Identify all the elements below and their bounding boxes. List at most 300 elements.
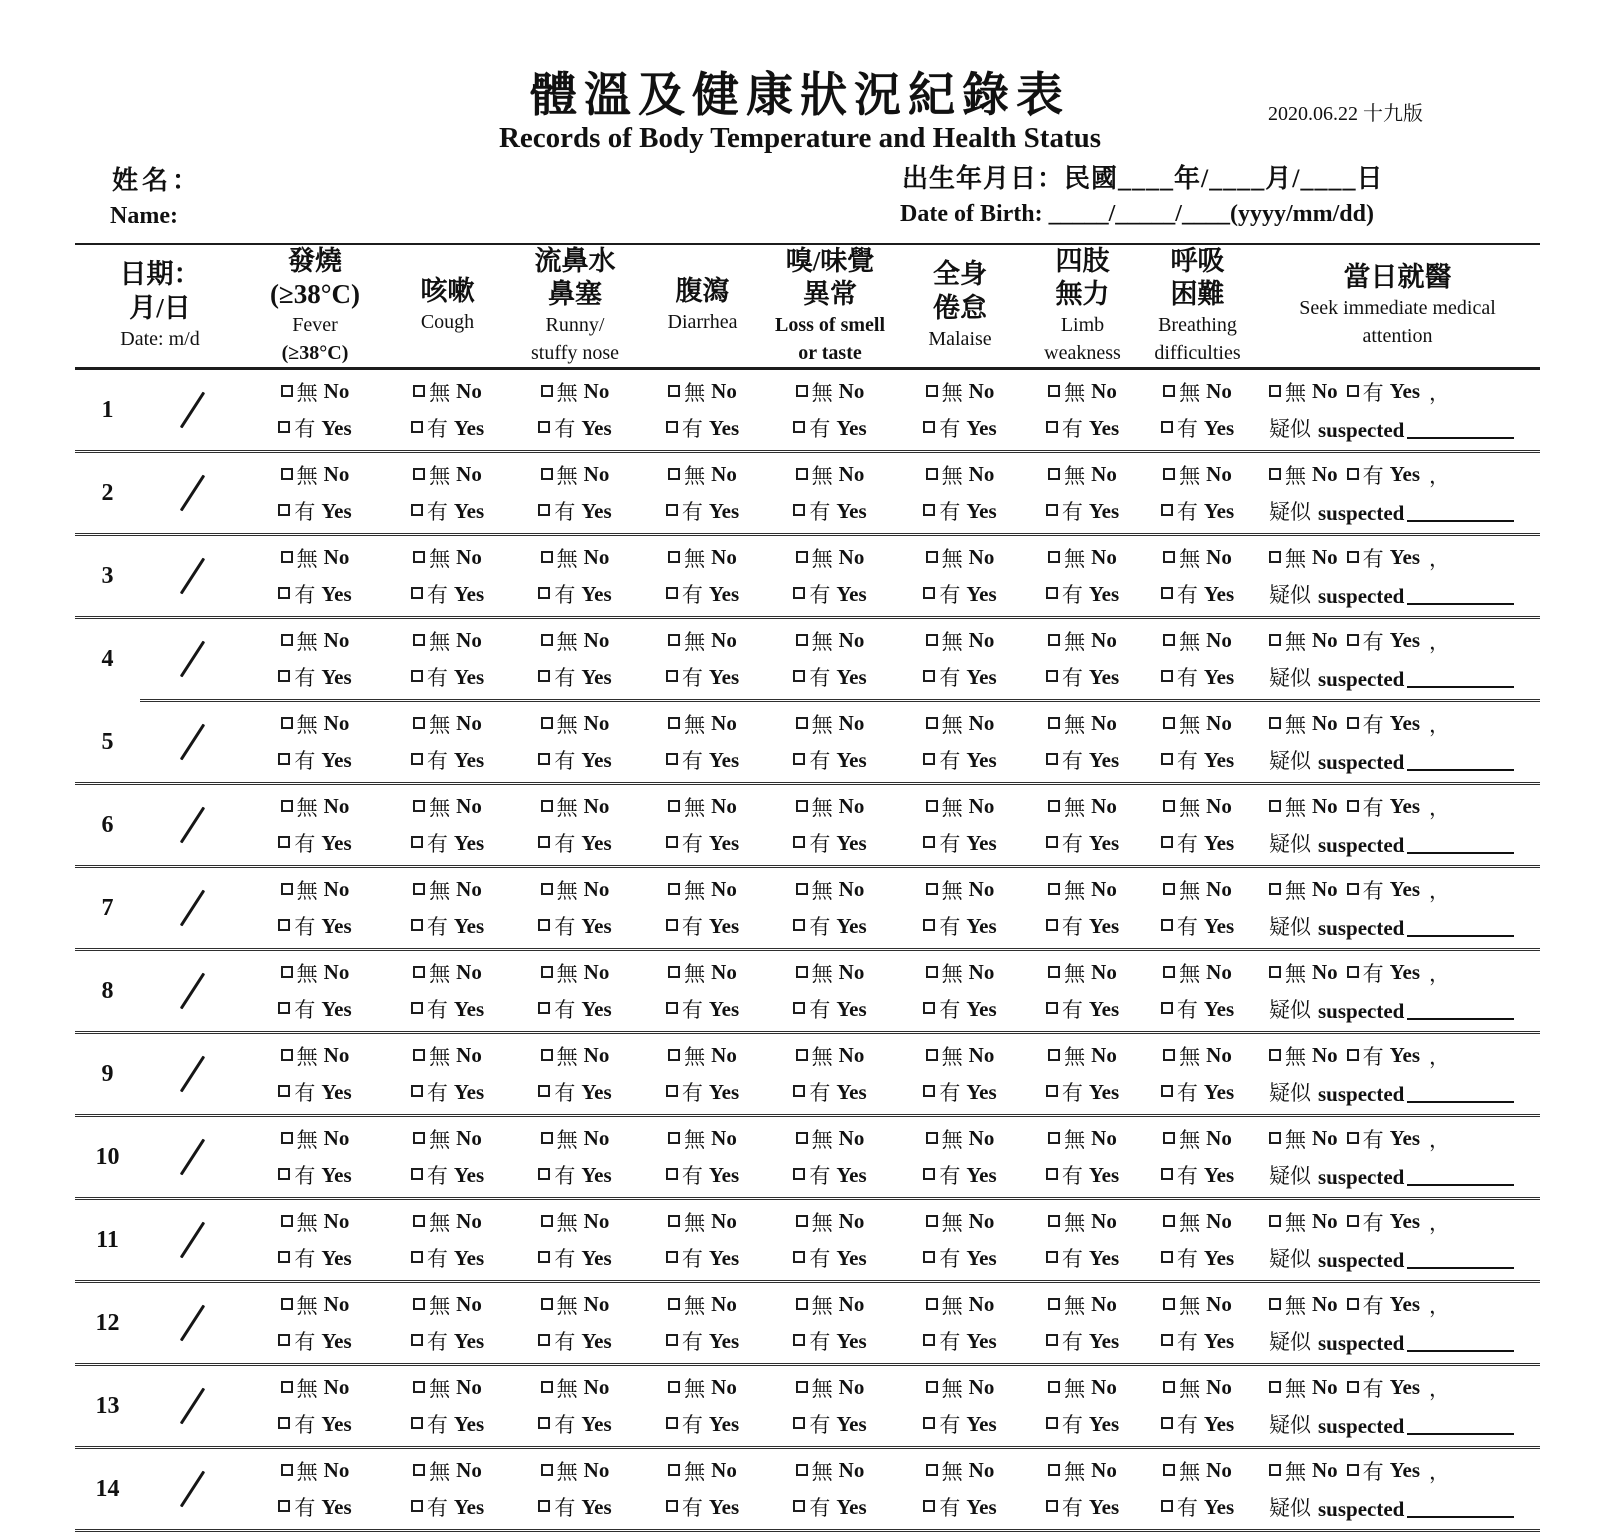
date-cell[interactable] (140, 1366, 245, 1446)
checkbox[interactable] (1048, 717, 1060, 729)
yes-option (1046, 662, 1119, 692)
checkbox[interactable] (413, 551, 425, 563)
checkbox[interactable] (1048, 1215, 1060, 1227)
checkbox[interactable] (1161, 1168, 1173, 1180)
checkbox[interactable] (413, 1132, 425, 1144)
checkbox[interactable] (926, 1215, 938, 1227)
checkbox[interactable] (1347, 468, 1359, 480)
checkbox[interactable] (1046, 670, 1058, 682)
checkbox[interactable] (541, 634, 553, 646)
checkbox[interactable] (793, 1168, 805, 1180)
checkbox[interactable] (538, 421, 550, 433)
checkbox[interactable] (411, 1334, 423, 1346)
checkbox[interactable] (411, 670, 423, 682)
checkbox[interactable] (668, 966, 680, 978)
suspected-blank-field[interactable] (1407, 994, 1514, 1020)
checkbox[interactable] (278, 1002, 290, 1014)
checkbox[interactable] (1048, 385, 1060, 397)
checkbox[interactable] (1046, 1500, 1058, 1512)
checkbox[interactable] (1269, 1132, 1281, 1144)
checkbox[interactable] (1347, 1215, 1359, 1227)
checkbox[interactable] (1347, 800, 1359, 812)
checkbox[interactable] (668, 1132, 680, 1144)
checkbox[interactable] (278, 587, 290, 599)
checkbox[interactable] (1048, 1132, 1060, 1144)
checkbox[interactable] (926, 1464, 938, 1476)
checkbox[interactable] (923, 587, 935, 599)
checkbox[interactable] (1163, 1464, 1175, 1476)
checkbox[interactable] (1269, 385, 1281, 397)
checkbox[interactable] (411, 919, 423, 931)
checkbox[interactable] (1048, 883, 1060, 895)
checkbox[interactable] (411, 587, 423, 599)
checkbox[interactable] (796, 1381, 808, 1393)
checkbox[interactable] (278, 1334, 290, 1346)
option-label-zh: 無 (1285, 1376, 1306, 1401)
checkbox[interactable] (1269, 966, 1281, 978)
checkbox[interactable] (668, 717, 680, 729)
checkbox[interactable] (1161, 421, 1173, 433)
checkbox[interactable] (926, 717, 938, 729)
checkbox[interactable] (666, 1500, 678, 1512)
checkbox[interactable] (1048, 1464, 1060, 1476)
checkbox[interactable] (278, 1417, 290, 1429)
checkbox[interactable] (668, 1298, 680, 1310)
checkbox[interactable] (1161, 1417, 1173, 1429)
checkbox[interactable] (278, 421, 290, 433)
checkbox[interactable] (281, 468, 293, 480)
checkbox[interactable] (413, 966, 425, 978)
checkbox[interactable] (278, 670, 290, 682)
checkbox[interactable] (1046, 1251, 1058, 1263)
date-cell[interactable] (140, 702, 245, 782)
checkbox[interactable] (413, 1049, 425, 1061)
checkbox[interactable] (926, 1381, 938, 1393)
checkbox[interactable] (538, 836, 550, 848)
checkbox[interactable] (793, 836, 805, 848)
checkbox[interactable] (538, 670, 550, 682)
checkbox[interactable] (926, 800, 938, 812)
checkbox[interactable] (541, 1381, 553, 1393)
checkbox[interactable] (278, 504, 290, 516)
checkbox[interactable] (1161, 1500, 1173, 1512)
suspected-blank-field[interactable] (1407, 1326, 1514, 1352)
checkbox[interactable] (793, 421, 805, 433)
checkbox[interactable] (923, 1334, 935, 1346)
checkbox[interactable] (1163, 634, 1175, 646)
checkbox[interactable] (1161, 753, 1173, 765)
checkbox[interactable] (668, 800, 680, 812)
checkbox[interactable] (926, 1298, 938, 1310)
suspected-blank-field[interactable] (1407, 1409, 1514, 1435)
no-option (281, 460, 350, 490)
checkbox[interactable] (1163, 385, 1175, 397)
option-label-en: No (323, 1126, 350, 1151)
checkbox[interactable] (796, 1132, 808, 1144)
checkbox[interactable] (1269, 717, 1281, 729)
checkbox[interactable] (926, 468, 938, 480)
checkbox[interactable] (413, 1298, 425, 1310)
date-cell[interactable] (140, 370, 245, 450)
checkbox[interactable] (1269, 1381, 1281, 1393)
date-cell[interactable] (140, 619, 245, 699)
checkbox[interactable] (923, 1500, 935, 1512)
checkbox[interactable] (1347, 385, 1359, 397)
checkbox[interactable] (538, 1251, 550, 1263)
checkbox[interactable] (413, 883, 425, 895)
yes-option (923, 496, 996, 526)
suspected-blank-field[interactable] (1407, 1077, 1514, 1103)
checkbox[interactable] (666, 1085, 678, 1097)
checkbox[interactable] (1163, 1215, 1175, 1227)
checkbox[interactable] (1269, 634, 1281, 646)
checkbox[interactable] (793, 1251, 805, 1263)
checkbox[interactable] (278, 1251, 290, 1263)
checkbox[interactable] (281, 1381, 293, 1393)
checkbox[interactable] (796, 551, 808, 563)
checkbox[interactable] (793, 587, 805, 599)
suspected-blank-field[interactable] (1407, 662, 1514, 688)
checkbox[interactable] (411, 1251, 423, 1263)
checkbox[interactable] (281, 1132, 293, 1144)
checkbox[interactable] (541, 468, 553, 480)
checkbox[interactable] (538, 919, 550, 931)
checkbox[interactable] (1163, 551, 1175, 563)
checkbox[interactable] (411, 1085, 423, 1097)
checkbox[interactable] (1048, 468, 1060, 480)
checkbox[interactable] (1163, 800, 1175, 812)
checkbox[interactable] (668, 1049, 680, 1061)
checkbox[interactable] (926, 966, 938, 978)
checkbox[interactable] (1048, 1049, 1060, 1061)
checkbox[interactable] (411, 1168, 423, 1180)
checkbox[interactable] (1163, 1381, 1175, 1393)
checkbox[interactable] (538, 587, 550, 599)
checkbox[interactable] (1269, 1464, 1281, 1476)
checkbox[interactable] (1347, 1132, 1359, 1144)
checkbox[interactable] (793, 1417, 805, 1429)
checkbox[interactable] (1161, 1002, 1173, 1014)
checkbox[interactable] (793, 504, 805, 516)
suspected-blank-field[interactable] (1407, 413, 1514, 439)
checkbox[interactable] (538, 1085, 550, 1097)
checkbox[interactable] (668, 385, 680, 397)
checkbox[interactable] (926, 1049, 938, 1061)
suspected-blank-field[interactable] (1407, 579, 1514, 605)
checkbox[interactable] (281, 1298, 293, 1310)
checkbox[interactable] (926, 551, 938, 563)
date-cell[interactable] (140, 785, 245, 865)
checkbox[interactable] (278, 1168, 290, 1180)
checkbox[interactable] (668, 1381, 680, 1393)
checkbox[interactable] (281, 717, 293, 729)
checkbox[interactable] (793, 753, 805, 765)
date-cell[interactable] (140, 1200, 245, 1280)
checkbox[interactable] (1046, 1085, 1058, 1097)
checkbox[interactable] (668, 1215, 680, 1227)
checkbox[interactable] (666, 1002, 678, 1014)
checkbox[interactable] (1269, 1215, 1281, 1227)
checkbox[interactable] (538, 1168, 550, 1180)
checkbox[interactable] (1161, 836, 1173, 848)
checkbox[interactable] (923, 1168, 935, 1180)
checkbox[interactable] (668, 468, 680, 480)
checkbox[interactable] (1347, 966, 1359, 978)
checkbox[interactable] (926, 385, 938, 397)
checkbox[interactable] (1347, 1381, 1359, 1393)
checkbox[interactable] (923, 421, 935, 433)
yes-option (1347, 792, 1420, 822)
checkbox[interactable] (281, 966, 293, 978)
checkbox[interactable] (541, 717, 553, 729)
option-label-zh: 有 (426, 998, 448, 1023)
checkbox[interactable] (1269, 1049, 1281, 1061)
option-label-zh: 無 (429, 1293, 451, 1318)
date-cell[interactable] (140, 868, 245, 948)
checkbox[interactable] (923, 1251, 935, 1263)
checkbox[interactable] (1161, 919, 1173, 931)
date-cell[interactable] (140, 1034, 245, 1114)
checkbox[interactable] (281, 551, 293, 563)
checkbox[interactable] (923, 1417, 935, 1429)
checkbox[interactable] (413, 800, 425, 812)
suspected-blank-field[interactable] (1407, 1243, 1514, 1269)
checkbox[interactable] (1163, 717, 1175, 729)
checkbox[interactable] (413, 468, 425, 480)
date-cell[interactable] (140, 536, 245, 616)
checkbox[interactable] (1048, 634, 1060, 646)
cell-loss-of-smell-or-taste (765, 1449, 895, 1529)
date-cell[interactable] (140, 1449, 245, 1529)
checkbox[interactable] (411, 1002, 423, 1014)
date-cell[interactable] (140, 453, 245, 533)
checkbox[interactable] (1046, 753, 1058, 765)
checkbox[interactable] (926, 883, 938, 895)
checkbox[interactable] (668, 551, 680, 563)
checkbox[interactable] (1048, 551, 1060, 563)
checkbox[interactable] (1161, 670, 1173, 682)
checkbox[interactable] (541, 1215, 553, 1227)
checkbox[interactable] (796, 1049, 808, 1061)
checkbox[interactable] (793, 1334, 805, 1346)
checkbox[interactable] (1163, 1132, 1175, 1144)
checkbox[interactable] (793, 1085, 805, 1097)
checkbox[interactable] (278, 753, 290, 765)
column-header-breathing-difficulties (1140, 245, 1255, 367)
checkbox[interactable] (541, 551, 553, 563)
checkbox[interactable] (923, 753, 935, 765)
checkbox[interactable] (1269, 468, 1281, 480)
checkbox[interactable] (1046, 1417, 1058, 1429)
checkbox[interactable] (1046, 421, 1058, 433)
suspected-blank-field[interactable] (1407, 745, 1514, 771)
checkbox[interactable] (796, 385, 808, 397)
suspected-blank-field[interactable] (1407, 496, 1514, 522)
checkbox[interactable] (666, 753, 678, 765)
checkbox[interactable] (411, 1417, 423, 1429)
checkbox[interactable] (541, 800, 553, 812)
checkbox[interactable] (413, 634, 425, 646)
checkbox[interactable] (1269, 551, 1281, 563)
checkbox[interactable] (541, 1298, 553, 1310)
checkbox[interactable] (796, 800, 808, 812)
checkbox[interactable] (1347, 634, 1359, 646)
checkbox[interactable] (666, 504, 678, 516)
option-label-en: Yes (1203, 913, 1235, 938)
checkbox[interactable] (666, 421, 678, 433)
checkbox[interactable] (923, 919, 935, 931)
checkbox[interactable] (1269, 1298, 1281, 1310)
checkbox[interactable] (923, 670, 935, 682)
checkbox[interactable] (411, 421, 423, 433)
checkbox[interactable] (1048, 800, 1060, 812)
checkbox[interactable] (538, 1002, 550, 1014)
checkbox[interactable] (1046, 1334, 1058, 1346)
checkbox[interactable] (541, 1132, 553, 1144)
checkbox[interactable] (413, 717, 425, 729)
checkbox[interactable] (1347, 1298, 1359, 1310)
checkbox[interactable] (413, 1381, 425, 1393)
checkbox[interactable] (541, 883, 553, 895)
checkbox[interactable] (666, 1334, 678, 1346)
option-label-zh: 有 (554, 500, 576, 525)
checkbox[interactable] (541, 1049, 553, 1061)
checkbox[interactable] (411, 504, 423, 516)
checkbox[interactable] (1347, 551, 1359, 563)
checkbox[interactable] (926, 1132, 938, 1144)
checkbox[interactable] (413, 1215, 425, 1227)
no-option (668, 1290, 737, 1320)
checkbox[interactable] (796, 1464, 808, 1476)
checkbox[interactable] (1046, 587, 1058, 599)
checkbox[interactable] (1046, 919, 1058, 931)
checkbox[interactable] (666, 1251, 678, 1263)
checkbox[interactable] (1163, 468, 1175, 480)
checkbox[interactable] (281, 1049, 293, 1061)
checkbox[interactable] (666, 587, 678, 599)
date-cell[interactable] (140, 1283, 245, 1363)
checkbox[interactable] (793, 670, 805, 682)
checkbox[interactable] (796, 966, 808, 978)
checkbox[interactable] (278, 919, 290, 931)
date-cell[interactable] (140, 1117, 245, 1197)
checkbox[interactable] (796, 1215, 808, 1227)
checkbox[interactable] (666, 919, 678, 931)
checkbox[interactable] (1046, 1002, 1058, 1014)
checkbox[interactable] (1161, 1085, 1173, 1097)
date-cell[interactable] (140, 951, 245, 1031)
checkbox[interactable] (796, 717, 808, 729)
checkbox[interactable] (1269, 883, 1281, 895)
checkbox[interactable] (1269, 800, 1281, 812)
checkbox[interactable] (793, 919, 805, 931)
checkbox[interactable] (411, 836, 423, 848)
checkbox[interactable] (796, 1298, 808, 1310)
option-label-zh: 有 (939, 1247, 961, 1272)
checkbox[interactable] (923, 504, 935, 516)
checkbox[interactable] (411, 1500, 423, 1512)
checkbox[interactable] (1161, 1251, 1173, 1263)
suspected-blank-field[interactable] (1407, 1492, 1514, 1518)
checkbox[interactable] (793, 1002, 805, 1014)
checkbox[interactable] (278, 1085, 290, 1097)
checkbox[interactable] (1048, 1381, 1060, 1393)
checkbox[interactable] (668, 883, 680, 895)
checkbox[interactable] (668, 1464, 680, 1476)
checkbox[interactable] (1163, 966, 1175, 978)
checkbox[interactable] (666, 836, 678, 848)
checkbox[interactable] (281, 1215, 293, 1227)
suspected-blank-field[interactable] (1407, 911, 1514, 937)
checkbox[interactable] (1161, 1334, 1173, 1346)
checkbox[interactable] (796, 634, 808, 646)
suspected-blank-field[interactable] (1407, 828, 1514, 854)
checkbox[interactable] (666, 1417, 678, 1429)
checkbox[interactable] (796, 883, 808, 895)
checkbox[interactable] (1161, 504, 1173, 516)
checkbox[interactable] (281, 634, 293, 646)
option-label-en: No (456, 1126, 482, 1151)
checkbox[interactable] (413, 385, 425, 397)
checkbox[interactable] (923, 836, 935, 848)
checkbox[interactable] (1046, 1168, 1058, 1180)
checkbox[interactable] (1048, 1298, 1060, 1310)
checkbox[interactable] (1163, 1049, 1175, 1061)
checkbox[interactable] (538, 504, 550, 516)
checkbox[interactable] (923, 1085, 935, 1097)
checkbox[interactable] (1347, 1049, 1359, 1061)
checkbox[interactable] (281, 800, 293, 812)
checkbox[interactable] (1161, 587, 1173, 599)
checkbox[interactable] (541, 966, 553, 978)
suspected-blank-field[interactable] (1407, 1160, 1514, 1186)
checkbox[interactable] (538, 1334, 550, 1346)
checkbox[interactable] (1046, 836, 1058, 848)
checkbox[interactable] (281, 883, 293, 895)
checkbox[interactable] (1347, 883, 1359, 895)
checkbox[interactable] (1347, 1464, 1359, 1476)
option-label-zh: 有 (554, 1330, 576, 1355)
checkbox[interactable] (411, 753, 423, 765)
checkbox[interactable] (1163, 883, 1175, 895)
checkbox[interactable] (666, 1168, 678, 1180)
option-label-zh: 無 (941, 463, 963, 488)
checkbox[interactable] (1046, 504, 1058, 516)
checkbox[interactable] (923, 1002, 935, 1014)
checkbox[interactable] (281, 385, 293, 397)
checkbox[interactable] (1347, 717, 1359, 729)
checkbox[interactable] (926, 634, 938, 646)
checkbox[interactable] (796, 468, 808, 480)
checkbox[interactable] (538, 1500, 550, 1512)
checkbox[interactable] (541, 1464, 553, 1476)
checkbox[interactable] (1048, 966, 1060, 978)
checkbox[interactable] (281, 1464, 293, 1476)
option-label-zh: 有 (426, 1496, 448, 1521)
checkbox[interactable] (278, 836, 290, 848)
checkbox[interactable] (668, 634, 680, 646)
checkbox[interactable] (413, 1464, 425, 1476)
checkbox[interactable] (538, 1417, 550, 1429)
cell-breathing-difficulties (1140, 619, 1255, 699)
checkbox[interactable] (793, 1500, 805, 1512)
checkbox[interactable] (1163, 1298, 1175, 1310)
checkbox[interactable] (666, 670, 678, 682)
checkbox[interactable] (538, 753, 550, 765)
checkbox[interactable] (278, 1500, 290, 1512)
checkbox[interactable] (541, 385, 553, 397)
suspected-line (1269, 413, 1540, 443)
